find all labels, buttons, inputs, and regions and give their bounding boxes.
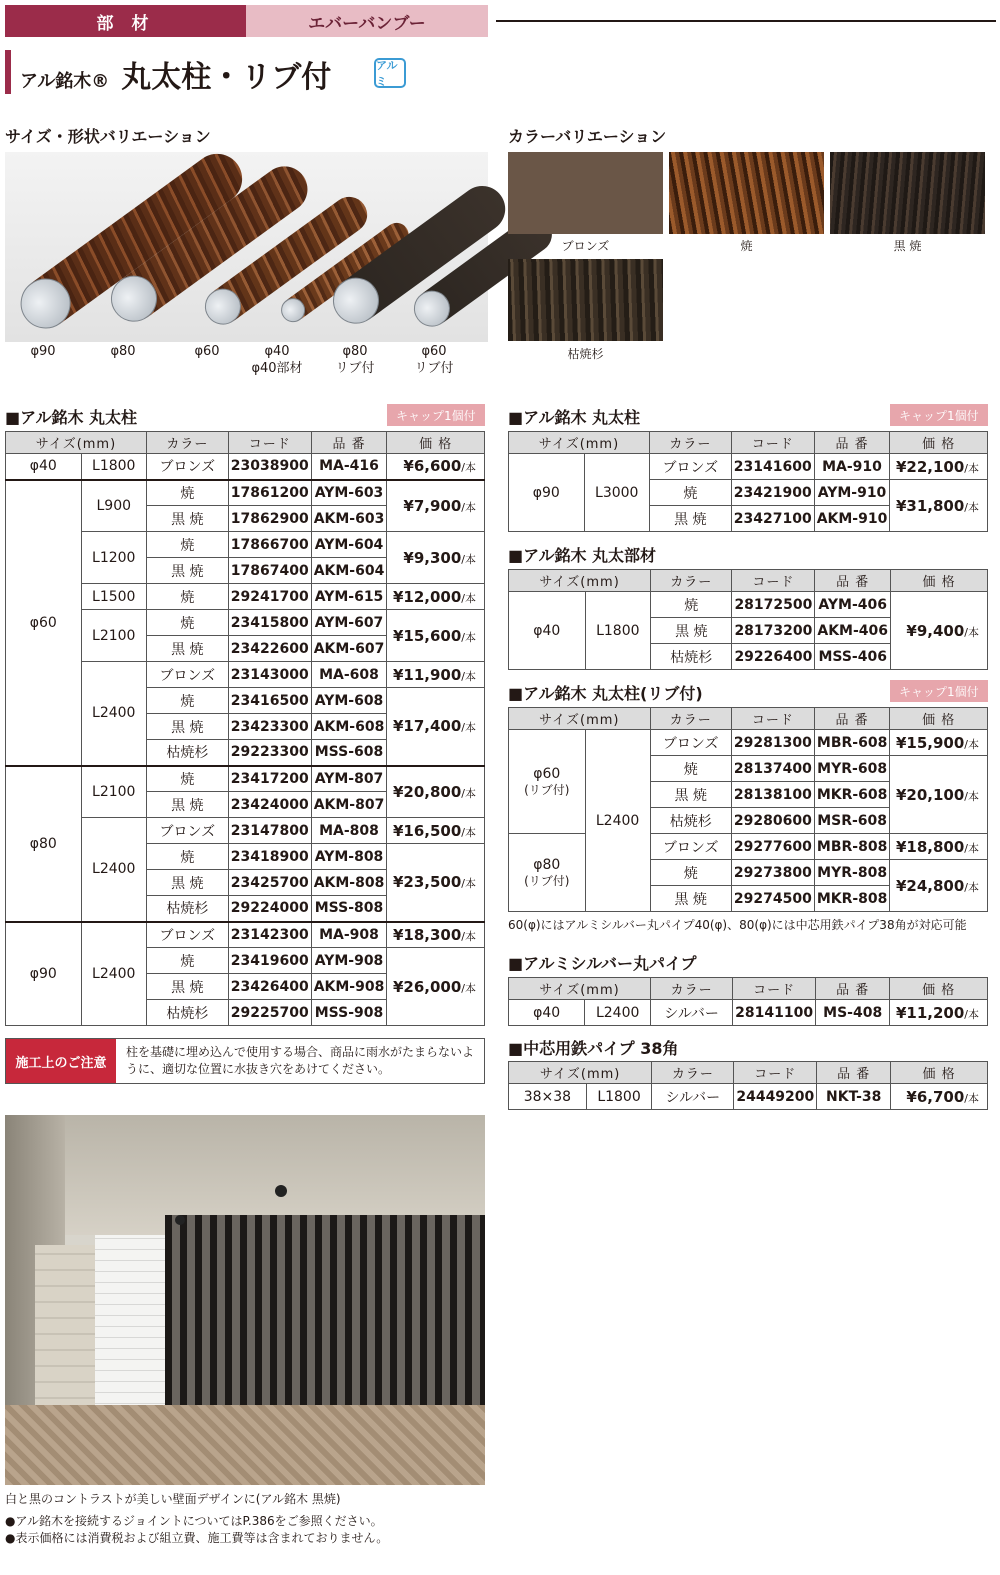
table-row: 黒 焼 23423300 AKM-608 [6,714,485,740]
left-table-title: ■アル銘木 丸太柱 [5,408,138,427]
table-row: 黒 焼 28138100 MKR-608 [509,782,988,808]
table-row: 焼 28137400 MYR-608 ¥20,100/本 [509,756,988,782]
swatch-bronze [508,152,663,234]
rib-compat-note: 60(φ)にはアルミシルバー丸パイプ40(φ)、80(φ)には中芯用鉄パイプ38角が対応可能 [508,918,967,932]
black-pole-screen [165,1215,485,1415]
page-title [20,52,332,95]
paved-floor [5,1405,485,1485]
aluminum-badge-icon: アルミ [374,58,406,88]
tab-category: 部 材 [5,5,246,37]
swatch-sugi [508,259,663,341]
table-row: 黒 焼 23424000 AKM-807 [6,792,485,818]
size-label-phi80-rib: φ80 リブ付 [335,344,375,376]
caution-box [5,1038,485,1084]
header-rule [496,20,996,22]
table-row: φ40 L1800 焼 28172500 AYM-406 ¥9,400/本 [509,592,988,618]
pipe-table-title: ■アルミシルバー丸パイプ [508,954,697,973]
table-row: 焼 23421900 AYM-910 ¥31,800/本 [509,480,988,506]
table-row: 枯焼杉 29225700 MSS-908 [6,1000,485,1026]
photo-caption: 白と黒のコントラストが美しい壁面デザインに(アル銘木 黒焼) [5,1492,341,1506]
table-row: 枯焼杉 29226400 MSS-406 [509,644,988,670]
table-row: 焼 23418900 AYM-808 ¥23,500/本 [6,844,485,870]
table-row: 枯焼杉 29224000 MSS-808 [6,896,485,922]
table-row: 黒 焼 29274500 MKR-808 [509,886,988,912]
table-row: 黒 焼 23425700 AKM-808 [6,870,485,896]
swatch-label-yaki: 焼 [740,239,753,253]
table-row: 38×38 L1800 シルバー 24449200 NKT-38 ¥6,700/本 [509,1084,988,1110]
table-row: L2400 ブロンズ 23147800 MA-808 ¥16,500/本 [6,818,485,844]
cap-badge-right: キャップ1個付 [890,404,988,426]
table-row: 枯焼杉 29223300 MSS-608 [6,740,485,766]
color-variation-heading: カラーバリエーション [508,127,667,146]
table-row: 焼 23416500 AYM-608 ¥17,400/本 [6,688,485,714]
iron-price-table: サイズ(mm) カラー コード 品 番 価 格 38×38 L1800 シルバー 24449200 NKT-38 ¥6,700/本 [508,1061,988,1110]
table-row: φ80 (リブ付) ブロンズ 29277600 MBR-808 ¥18,800/本 [509,834,988,860]
size-label-phi80: φ80 [110,344,136,359]
table-row: L1500 焼 29241700 AYM-615 ¥12,000/本 [6,584,485,610]
table-row: φ40 L2400 シルバー 28141100 MS-408 ¥11,200/本 [509,1000,988,1026]
title-main: 丸太柱・リブ付 [121,60,332,95]
swatch-label-kuroyaki: 黒 焼 [893,239,922,253]
table-row: φ90 L2400 ブロンズ 23142300 MA-908 ¥18,300/本 [6,922,485,948]
right-price-table: サイズ(mm) カラー コード 品 番 価 格 φ90 L3000 ブロンズ 23141600 MA-910 ¥22,100/本 焼 23421900 AYM-910 ¥31,800/本 黒 焼 23427100 AKM-910 [508,431,988,532]
rib-price-table: サイズ(mm) カラー コード 品 番 価 格 φ60 (リブ付) L2400 ブロンズ 29281300 MBR-608 ¥15,900/本 焼 28137400 MYR-608 ¥20,100/本 黒 焼 28138100 MKR-608 枯焼杉 29280600 MSR-608 φ80 (リブ付) ブロンズ 29277600 MBR-808 ¥18,800/本 焼 29273800 MYR-808 ¥24,800/本 黒 焼 29274500 MKR-808 [508,707,988,912]
footnote: ●表示価格には消費税および組立費、施工費等は含まれておりません。 [5,1531,389,1545]
size-variation-heading: サイズ・形状バリエーション [5,127,211,146]
size-label-phi90: φ90 [30,344,56,359]
caution-text: 柱を基礎に埋め込んで使用する場合、商品に雨水がたまらないように、適切な位置に水抜き穴をあけてください。 [126,1045,475,1076]
swatch-kuroyaki [830,152,985,234]
table-row: φ40 L1800 ブロンズ 23038900 MA-416 ¥6,600/本 [6,454,485,480]
header-tabs [5,5,488,37]
ceiling-light [275,1185,287,1197]
table-row: 黒 焼 23426400 AKM-908 [6,974,485,1000]
swatch-label-bronze: ブロンズ [561,239,610,253]
left-price-table: サイズ(mm) カラー コード 品 番 価 格 φ40 L1800 ブロンズ 23038900 MA-416 ¥6,600/本 φ60 L900 焼 17861200 AYM-603 ¥7,900/本 黒 焼 17862900 AKM-603 L1200 焼 17866700 AYM-604 ¥9,300/本 黒 焼 17867400 AKM-604 L1500 焼 29241700 AYM-615 ¥12,000/本 L2100 焼 23415800 AYM-607 ¥15,600/本 黒 焼 23422600 AKM-607 L2400 ブロンズ 23143000 MA-608 ¥11,900/本 焼 23416500 AYM-608 ¥17,400/本 黒 焼 23423300 AKM-608 枯焼杉 29223300 MSS-608 φ80 L2100 焼 23417200 AYM-807 ¥20,800/本 黒 焼 23424000 AKM-807 L2400 ブロンズ 23147800 MA-808 ¥16,500/本 焼 23418900 AYM-808 ¥23,500/本 黒 焼 23425700 AKM-808 枯焼杉 29224000 MSS-808 φ90 L2400 ブロンズ 23142300 MA-908 ¥18,300/本 焼 23419600 AYM-908 ¥26,000/本 黒 焼 23426400 AKM-908 枯焼杉 29225700 MSS-908 [5,431,485,1026]
size-label-phi60: φ60 [194,344,220,359]
table-row: 黒 焼 23422600 AKM-607 [6,636,485,662]
table-row: φ80 L2100 焼 23417200 AYM-807 ¥20,800/本 [6,766,485,792]
pipe-price-table: サイズ(mm) カラー コード 品 番 価 格 φ40 L2400 シルバー 28141100 MS-408 ¥11,200/本 [508,977,988,1026]
table-row: φ90 L3000 ブロンズ 23141600 MA-910 ¥22,100/本 [509,454,988,480]
table-row: 黒 焼 28173200 AKM-406 [509,618,988,644]
table-row: φ60 (リブ付) L2400 ブロンズ 29281300 MBR-608 ¥15,900/本 [509,730,988,756]
ceiling-light [175,1215,185,1225]
building-photo [5,1115,485,1485]
size-label-phi40: φ40 φ40部材 [251,344,303,376]
buzai-table-title: ■アル銘木 丸太部材 [508,546,657,565]
pole-variation-photo [5,152,488,342]
cap-badge-left: キャップ1個付 [387,404,485,426]
rib-table-title: ■アル銘木 丸太柱(リブ付) [508,684,703,703]
title-accent-bar [5,50,11,94]
title-sub: アル銘木® [20,71,110,92]
table-row: 焼 23419600 AYM-908 ¥26,000/本 [6,948,485,974]
size-label-phi60-rib: φ60 リブ付 [414,344,454,376]
tab-series: エバーバンブー [246,5,488,37]
cap-badge-rib: キャップ1個付 [890,680,988,702]
table-row: L2400 ブロンズ 23143000 MA-608 ¥11,900/本 [6,662,485,688]
right-table-title: ■アル銘木 丸太柱 [508,408,641,427]
table-row: 黒 焼 23427100 AKM-910 [509,506,988,532]
table-row: 枯焼杉 29280600 MSR-608 [509,808,988,834]
footnote: ●アル銘木を接続するジョイントについてはP.386をご参照ください。 [5,1514,383,1528]
caution-label: 施工上のご注意 [6,1039,116,1083]
table-row: L2100 焼 23415800 AYM-607 ¥15,600/本 [6,610,485,636]
table-row: 焼 29273800 MYR-808 ¥24,800/本 [509,860,988,886]
table-row: 黒 焼 17867400 AKM-604 [6,558,485,584]
swatch-label-sugi: 枯焼杉 [567,347,604,361]
table-row: L1200 焼 17866700 AYM-604 ¥9,300/本 [6,532,485,558]
swatch-yaki [669,152,824,234]
table-row: φ60 L900 焼 17861200 AYM-603 ¥7,900/本 [6,480,485,506]
buzai-price-table: サイズ(mm) カラー コード 品 番 価 格 φ40 L1800 焼 28172500 AYM-406 ¥9,400/本 黒 焼 28173200 AKM-406 枯焼杉 29226400 MSS-406 [508,569,988,670]
table-row: 黒 焼 17862900 AKM-603 [6,506,485,532]
iron-table-title: ■中芯用鉄パイプ 38角 [508,1039,679,1058]
